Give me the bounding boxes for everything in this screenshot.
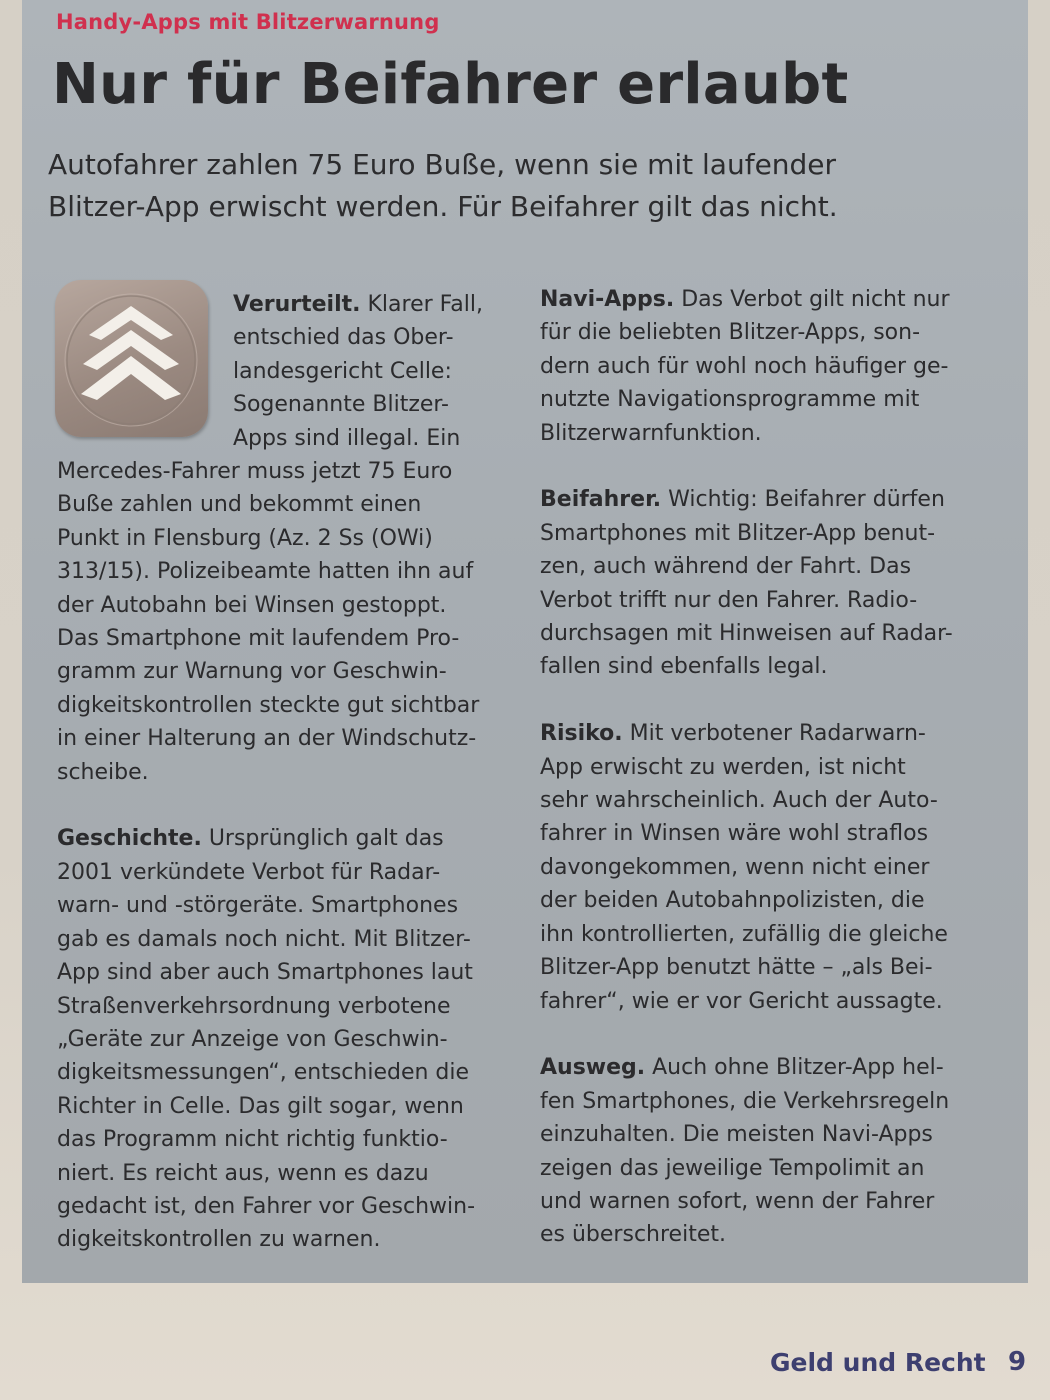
line-text: Sogenannte Blitzer- xyxy=(233,392,449,418)
standfirst xyxy=(48,144,968,228)
line-text: Richter in Celle. Das gilt sogar, wenn xyxy=(57,1093,464,1119)
text-line xyxy=(57,990,483,1023)
text-line xyxy=(540,784,953,817)
line-text: Ursprünglich galt das xyxy=(201,826,444,852)
kicker: Handy-Apps mit Blitzerwarnung xyxy=(56,10,440,34)
line-text: fahrer in Winsen wäre wohl straflos xyxy=(540,821,929,847)
line-text: Smartphones mit Blitzer-App benut- xyxy=(540,520,936,546)
line-text: zeigen das jeweilige Tempolimit an xyxy=(540,1155,925,1181)
text-line xyxy=(540,817,953,850)
text-line xyxy=(540,851,953,884)
line-text: landesgericht Celle: xyxy=(233,358,452,384)
text-line xyxy=(57,321,483,354)
line-text: 2001 verkündete Verbot für Radar- xyxy=(57,859,441,885)
line-text: gramm zur Warnung vor Geschwin- xyxy=(57,659,447,685)
text-line xyxy=(57,722,483,755)
text-line xyxy=(540,985,953,1018)
text-line xyxy=(57,956,483,989)
text-line xyxy=(57,388,483,421)
line-text: Das Smartphone mit laufendem Pro- xyxy=(57,626,460,652)
line-text: es überschreitet. xyxy=(540,1222,726,1248)
line-text: App sind aber auch Smartphones laut xyxy=(57,960,473,986)
text-line xyxy=(540,550,953,583)
line-text: App erwischt zu werden, ist nicht xyxy=(540,754,906,780)
line-text: Auch ohne Blitzer-App hel- xyxy=(645,1055,944,1081)
text-line xyxy=(57,655,483,688)
line-text: Mercedes-Fahrer muss jetzt 75 Euro xyxy=(57,459,453,485)
text-line xyxy=(540,617,953,650)
text-line xyxy=(57,1123,483,1156)
section-label: Geld und Recht xyxy=(770,1348,986,1377)
text-line xyxy=(57,1023,483,1056)
line-text: nutzte Navigationsprogramme mit xyxy=(540,387,920,413)
line-text: und warnen sofort, wenn der Fahrer xyxy=(540,1188,935,1214)
paragraph-lead: Beifahrer. xyxy=(540,487,662,513)
line-text: digkeitskontrollen steckte gut sichtbar xyxy=(57,692,480,718)
text-line xyxy=(540,350,953,383)
text-line xyxy=(57,1056,483,1089)
line-text: Wichtig: Beifahrer dürfen xyxy=(661,487,945,513)
text-line xyxy=(540,417,953,450)
text-line xyxy=(57,1090,483,1123)
text-line xyxy=(57,923,483,956)
text-line xyxy=(57,455,483,488)
text-line xyxy=(540,1152,953,1185)
line-text: „Geräte zur Anzeige von Geschwin- xyxy=(57,1026,448,1052)
line-text: in einer Halterung an der Windschutz- xyxy=(57,726,477,752)
line-text: warn- und -störgeräte. Smartphones xyxy=(57,893,459,919)
text-line xyxy=(57,889,483,922)
text-line xyxy=(540,1118,953,1151)
text-line xyxy=(540,383,953,416)
paragraph-lead: Geschichte. xyxy=(57,826,202,852)
line-text: Apps sind illegal. Ein xyxy=(233,425,461,451)
line-text: durchsagen mit Hinweisen auf Radar- xyxy=(540,621,953,647)
text-line xyxy=(57,689,483,722)
line-text: entschied das Ober- xyxy=(233,325,454,351)
line-text: Blitzerwarnfunktion. xyxy=(540,420,762,446)
text-line xyxy=(540,316,953,349)
line-text: das Programm nicht richtig funktio- xyxy=(57,1127,448,1153)
standfirst-line: Blitzer-App erwischt werden. Für Beifahrer gilt das nicht. xyxy=(48,190,838,223)
line-text: der beiden Autobahnpolizisten, die xyxy=(540,888,925,914)
line-text: Das Verbot gilt nicht nur xyxy=(674,287,950,312)
text-line xyxy=(57,488,483,521)
text-line xyxy=(57,822,483,855)
text-line xyxy=(57,522,483,555)
line-text: zen, auch während der Fahrt. Das xyxy=(540,554,912,580)
text-line xyxy=(540,483,953,516)
line-text: Punkt in Flensburg (Az. 2 Ss (OWi) xyxy=(57,525,433,551)
text-line xyxy=(540,1085,953,1118)
text-line xyxy=(540,1185,953,1218)
line-text: für die beliebten Blitzer-Apps, son- xyxy=(540,320,921,346)
text-line xyxy=(57,1223,483,1256)
paragraph-lead: Ausweg. xyxy=(540,1055,646,1081)
line-text: fahrer“, wie er vor Gericht aussagte. xyxy=(540,988,943,1014)
line-text: davongekommen, wenn nicht einer xyxy=(540,854,930,880)
left-column xyxy=(57,288,483,1257)
line-text: dern auch für wohl noch häufiger ge- xyxy=(540,353,949,379)
standfirst-line: Autofahrer zahlen 75 Euro Buße, wenn sie mit laufender xyxy=(48,148,837,181)
line-text: fallen sind ebenfalls legal. xyxy=(540,654,828,680)
line-text: Klarer Fall, xyxy=(360,292,483,317)
line-text: digkeitskontrollen zu warnen. xyxy=(57,1227,381,1253)
text-line xyxy=(57,856,483,889)
text-line xyxy=(540,918,953,951)
text-line xyxy=(540,884,953,917)
line-text: fen Smartphones, die Verkehrsregeln xyxy=(540,1088,950,1114)
text-line xyxy=(57,589,483,622)
text-line xyxy=(57,1157,483,1190)
line-text: digkeitsmessungen“, entschieden die xyxy=(57,1060,470,1086)
line-text: Verbot trifft nur den Fahrer. Radio- xyxy=(540,587,918,613)
text-line xyxy=(540,584,953,617)
line-text: gedacht ist, den Fahrer vor Geschwin- xyxy=(57,1193,476,1219)
line-text: Mit verbotener Radarwarn- xyxy=(622,721,926,747)
headline: Nur für Beifahrer erlaubt xyxy=(52,52,849,117)
line-text: der Autobahn bei Winsen gestoppt. xyxy=(57,592,447,618)
text-line xyxy=(57,555,483,588)
text-line xyxy=(540,751,953,784)
line-text: sehr wahrscheinlich. Auch der Auto- xyxy=(540,788,938,814)
line-text: 313/15). Polizeibeamte hatten ihn auf xyxy=(57,559,474,585)
text-line xyxy=(57,355,483,388)
text-line xyxy=(57,288,483,321)
line-text: gab es damals noch nicht. Mit Blitzer- xyxy=(57,926,471,952)
line-text: Blitzer-App benutzt hätte – „als Bei- xyxy=(540,955,933,981)
paragraph-gap xyxy=(540,684,953,717)
text-line xyxy=(540,1051,953,1084)
paragraph-lead: Navi-Apps. xyxy=(540,287,675,312)
right-column xyxy=(540,283,953,1252)
text-line xyxy=(57,756,483,789)
text-line xyxy=(57,422,483,455)
text-line xyxy=(540,717,953,750)
line-text: niert. Es reicht aus, wenn es dazu xyxy=(57,1160,429,1186)
line-text: scheibe. xyxy=(57,759,149,785)
text-line xyxy=(540,517,953,550)
text-line xyxy=(57,622,483,655)
paragraph-lead: Verurteilt. xyxy=(233,292,361,317)
text-line xyxy=(540,1218,953,1251)
text-line xyxy=(540,283,953,316)
text-line xyxy=(540,650,953,683)
line-text: Buße zahlen und bekommt einen xyxy=(57,492,422,518)
text-line xyxy=(57,1190,483,1223)
paragraph-gap xyxy=(540,1018,953,1051)
line-text: ihn kontrollierten, zufällig die gleiche xyxy=(540,921,948,947)
page-number: 9 xyxy=(1008,1347,1027,1377)
text-line xyxy=(540,951,953,984)
paragraph-lead: Risiko. xyxy=(540,721,623,747)
paragraph-gap xyxy=(540,450,953,483)
paragraph-gap xyxy=(57,789,483,822)
line-text: einzuhalten. Die meisten Navi-Apps xyxy=(540,1122,933,1148)
line-text: Straßenverkehrsordnung verbotene xyxy=(57,993,451,1019)
